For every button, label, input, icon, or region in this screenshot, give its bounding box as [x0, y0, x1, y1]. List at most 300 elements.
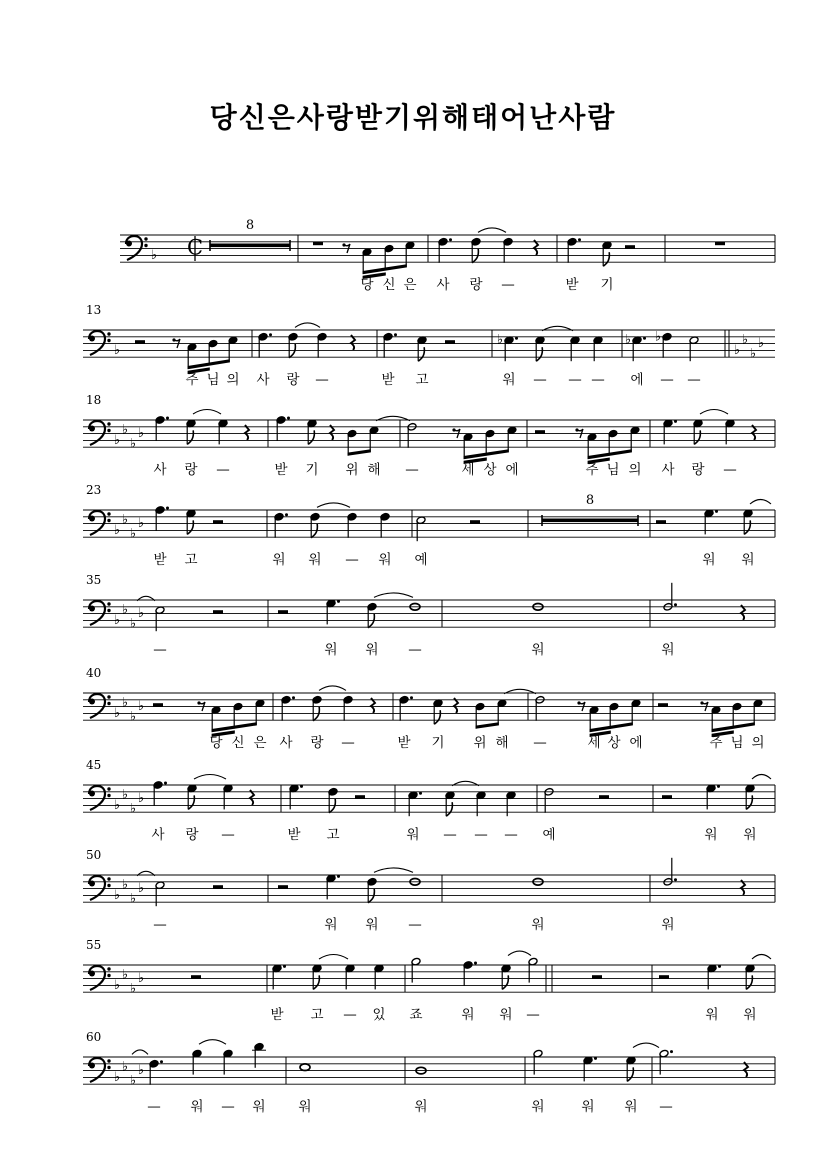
- lyric-syllable: —: [341, 735, 355, 751]
- lyric-syllable: —: [526, 1007, 540, 1023]
- lyric-syllable: 사: [661, 462, 675, 478]
- lyric-syllable: —: [501, 277, 515, 293]
- eighth-flag: [694, 430, 700, 444]
- lyric-syllable: 은: [253, 735, 267, 751]
- augmentation-dot: [674, 420, 677, 423]
- lyric-syllable: 받: [274, 462, 288, 478]
- lyric-syllable: 에: [629, 735, 643, 751]
- measure-number: 55: [86, 938, 102, 952]
- lyric-syllable: 워: [378, 552, 392, 568]
- lyric-syllable: 죠: [409, 1007, 423, 1023]
- key-signature-flat: ♭: [129, 1073, 137, 1089]
- tie: [319, 955, 348, 960]
- augmentation-dot: [300, 785, 303, 788]
- augmentation-dot: [287, 417, 290, 420]
- half-rest: [278, 610, 288, 613]
- bass-clef-icon: [89, 1058, 105, 1082]
- lyric-syllable: 당: [209, 735, 223, 751]
- staff-system-10: [0, 1027, 826, 1127]
- lyric-syllable: 기: [600, 277, 614, 293]
- tie: [194, 775, 226, 780]
- augmentation-dot: [594, 1057, 597, 1060]
- key-signature-flat: ♭: [121, 787, 129, 803]
- lyric-syllable: 예: [542, 827, 556, 843]
- lyric-syllable: 워: [461, 1007, 475, 1023]
- lyric-syllable: 받: [565, 277, 579, 293]
- bass-clef-icon: [107, 429, 110, 432]
- lyric-syllable: 워: [743, 1007, 757, 1023]
- bass-clef-icon: [89, 511, 105, 535]
- whole-note: [300, 1064, 310, 1071]
- multimeasure-rest: [542, 519, 638, 523]
- lyric-syllable: 에: [630, 372, 644, 388]
- lyric-syllable: 워: [531, 917, 545, 933]
- augmentation-dot: [715, 510, 718, 513]
- lyric-syllable: 세: [461, 462, 475, 478]
- lyric-syllable: 의: [751, 735, 765, 751]
- tie: [508, 951, 531, 956]
- augmentation-dot: [337, 875, 340, 878]
- key-signature-flat: ♭: [137, 791, 145, 807]
- accidental-flat: ♭: [496, 332, 504, 348]
- lyric-syllable: 랑: [310, 735, 324, 751]
- lyric-syllable: 워: [365, 642, 379, 658]
- key-signature-flat: ♭: [137, 426, 145, 442]
- key-signature-flat: ♭: [121, 877, 129, 893]
- augmentation-dot: [674, 878, 677, 881]
- lyric-syllable: 신: [382, 277, 396, 293]
- augmentation-dot: [283, 965, 286, 968]
- lyric-syllable: —: [660, 372, 674, 388]
- lyric-syllable: —: [221, 1099, 235, 1115]
- key-signature-flat: ♭: [137, 971, 145, 987]
- lyric-syllable: —: [153, 917, 167, 933]
- augmentation-dot: [717, 785, 720, 788]
- key-signature-flat: ♭: [129, 616, 137, 632]
- lyric-syllable: —: [504, 827, 518, 843]
- beam: [476, 722, 499, 729]
- lyric-syllable: 상: [607, 735, 621, 751]
- augmentation-dot: [160, 1060, 163, 1063]
- lyric-syllable: 랑: [286, 372, 300, 388]
- lyric-syllable: —: [687, 372, 701, 388]
- lyric-syllable: 위: [345, 462, 359, 478]
- lyric-syllable: 워: [743, 827, 757, 843]
- lyric-syllable: 상: [483, 462, 497, 478]
- key-signature-flat: ♭: [150, 247, 158, 263]
- bass-clef-icon: [89, 971, 95, 977]
- lyric-syllable: 주: [585, 462, 599, 478]
- bass-clef-icon: [107, 422, 110, 425]
- music-notation-svg: [0, 755, 826, 855]
- half-rest: [656, 520, 666, 523]
- lyric-syllable: —: [343, 1007, 357, 1023]
- key-signature-flat: ♭: [129, 709, 137, 725]
- lyric-syllable: —: [443, 827, 457, 843]
- bass-clef-icon: [107, 609, 110, 612]
- eighth-flag: [446, 802, 452, 816]
- eighth-flag: [536, 347, 542, 361]
- lyric-syllable: 받: [381, 372, 395, 388]
- augmentation-dot: [670, 1050, 673, 1053]
- lyric-syllable: 워: [705, 1007, 719, 1023]
- key-signature-flat: ♭: [137, 881, 145, 897]
- lyric-syllable: 워: [324, 642, 338, 658]
- bass-clef-icon: [107, 1059, 110, 1062]
- measure-number: 18: [86, 393, 102, 407]
- key-signature-flat: ♭: [137, 699, 145, 715]
- lyric-syllable: —: [315, 372, 329, 388]
- lyric-syllable: —: [659, 1099, 673, 1115]
- half-rest: [535, 430, 545, 433]
- lyric-syllable: 워: [190, 1099, 204, 1115]
- half-rest: [662, 795, 672, 798]
- lyric-syllable: 사: [279, 735, 293, 751]
- lyric-syllable: 세: [587, 735, 601, 751]
- lyric-syllable: 워: [252, 1099, 266, 1115]
- lyric-syllable: 사: [436, 277, 450, 293]
- lyric-syllable: —: [345, 552, 359, 568]
- eighth-flag: [746, 795, 752, 809]
- staff-system-7: [0, 755, 826, 855]
- lyric-syllable: 랑: [185, 827, 199, 843]
- lyric-syllable: 해: [495, 735, 509, 751]
- half-rest: [599, 795, 609, 798]
- lyric-syllable: 워: [581, 1099, 595, 1115]
- bass-clef-icon: [107, 877, 110, 880]
- lyric-syllable: 워: [531, 1099, 545, 1115]
- tie: [700, 410, 728, 415]
- measure-number: 50: [86, 848, 102, 862]
- key-signature-flat: ♭: [113, 522, 121, 538]
- half-rest: [445, 340, 455, 343]
- lyric-syllable: 고: [184, 552, 198, 568]
- augmentation-dot: [515, 337, 518, 340]
- cut-time-signature: C: [186, 235, 204, 260]
- bass-clef-icon: [144, 237, 147, 240]
- measure-number: 60: [86, 1030, 102, 1044]
- lyric-syllable: 워: [704, 827, 718, 843]
- key-signature-flat: ♭: [113, 1069, 121, 1085]
- bass-clef-icon: [89, 881, 95, 887]
- lyric-syllable: 에: [505, 462, 519, 478]
- bass-clef-icon: [89, 606, 95, 612]
- eighth-flag: [627, 1067, 633, 1081]
- bass-clef-icon: [89, 601, 105, 625]
- bass-clef-icon: [89, 336, 95, 342]
- lyric-syllable: 주: [709, 735, 723, 751]
- bass-clef-icon: [107, 339, 110, 342]
- bass-clef-icon: [89, 1063, 95, 1069]
- bass-clef-icon: [144, 244, 147, 247]
- lyric-syllable: —: [533, 372, 547, 388]
- key-signature-flat: ♭: [121, 602, 129, 618]
- multimeasure-rest-count: 8: [585, 493, 595, 508]
- eighth-flag: [746, 975, 752, 989]
- eighth-flag: [313, 975, 319, 989]
- eighth-flag: [502, 975, 508, 989]
- key-signature-flat: ♭: [129, 891, 137, 907]
- key-signature-flat: ♭: [749, 346, 757, 362]
- key-signature-flat: ♭: [129, 436, 137, 452]
- measure-number: 13: [86, 303, 102, 317]
- lyric-syllable: 워: [502, 372, 516, 388]
- music-notation-svg: [0, 845, 826, 945]
- beam: [348, 449, 371, 456]
- lyric-syllable: 받: [153, 552, 167, 568]
- music-notation-svg: [0, 570, 826, 670]
- lyric-syllable: —: [221, 827, 235, 843]
- music-notation-svg: [0, 663, 826, 763]
- staff-system-3: [0, 390, 826, 490]
- lyric-syllable: —: [568, 372, 582, 388]
- lyric-syllable: —: [408, 642, 422, 658]
- lyric-syllable: —: [474, 827, 488, 843]
- tie: [295, 323, 320, 328]
- key-signature-flat: ♭: [121, 967, 129, 983]
- music-notation-svg: [0, 390, 826, 490]
- bass-clef-icon: [126, 241, 132, 247]
- augmentation-dot: [449, 238, 452, 241]
- bass-clef-icon: [89, 876, 105, 900]
- tie: [752, 775, 771, 780]
- accidental-flat: ♭: [654, 329, 662, 345]
- bass-clef-icon: [89, 331, 105, 355]
- lyric-syllable: 워: [365, 917, 379, 933]
- augmentation-dot: [166, 417, 169, 420]
- half-rest: [355, 795, 365, 798]
- eighth-flag: [187, 520, 193, 534]
- key-signature-flat: ♭: [113, 705, 121, 721]
- half-rest: [659, 975, 669, 978]
- bass-clef-icon: [107, 967, 110, 970]
- measure-number: 35: [86, 573, 102, 587]
- half-rest: [213, 520, 223, 523]
- lyric-syllable: 워: [661, 917, 675, 933]
- key-signature-flat: ♭: [113, 432, 121, 448]
- lyric-syllable: 있: [372, 1007, 386, 1023]
- lyric-syllable: 의: [226, 372, 240, 388]
- key-signature-flat: ♭: [121, 512, 129, 528]
- lyric-syllable: 님: [206, 372, 220, 388]
- bass-clef-icon: [89, 426, 95, 432]
- staff-system-9: [0, 935, 826, 1035]
- bass-clef-icon: [89, 421, 105, 445]
- lyric-syllable: 님: [730, 735, 744, 751]
- augmentation-dot: [643, 337, 646, 340]
- bass-clef-icon: [89, 699, 95, 705]
- lyric-syllable: 당: [360, 277, 374, 293]
- lyric-syllable: 고: [326, 827, 340, 843]
- half-rest: [625, 245, 635, 248]
- measure-number: 40: [86, 666, 102, 680]
- bass-clef-icon: [89, 791, 95, 797]
- multimeasure-rest: [210, 244, 290, 248]
- bass-clef-icon: [107, 702, 110, 705]
- bass-clef-icon: [89, 694, 105, 718]
- lyric-syllable: —: [405, 462, 419, 478]
- key-signature-flat: ♭: [121, 422, 129, 438]
- lyric-syllable: 위: [473, 735, 487, 751]
- eighth-flag: [418, 347, 424, 361]
- tie: [193, 410, 221, 415]
- lyric-syllable: 워: [414, 1099, 428, 1115]
- half-rest: [470, 520, 480, 523]
- lyric-syllable: —: [533, 735, 547, 751]
- lyric-syllable: 받: [270, 1007, 284, 1023]
- lyric-syllable: —: [408, 917, 422, 933]
- tie: [132, 1050, 148, 1055]
- tie: [478, 228, 506, 233]
- staff-system-6: [0, 663, 826, 763]
- bass-clef-icon: [89, 516, 95, 522]
- lyric-syllable: 의: [628, 462, 642, 478]
- page-title: 당신은사랑받기위해태어난사람: [209, 101, 617, 134]
- half-rest: [278, 885, 288, 888]
- lyric-syllable: 랑: [469, 277, 483, 293]
- augmentation-dot: [394, 333, 397, 336]
- bass-clef-icon: [126, 236, 142, 260]
- lyric-syllable: 받: [397, 735, 411, 751]
- lyric-syllable: 워: [308, 552, 322, 568]
- multimeasure-rest-count: 8: [245, 218, 255, 233]
- lyric-syllable: —: [147, 1099, 161, 1115]
- bass-clef-icon: [107, 602, 110, 605]
- lyric-syllable: 신: [231, 735, 245, 751]
- augmentation-dot: [718, 965, 721, 968]
- lyric-syllable: 기: [305, 462, 319, 478]
- tie: [374, 868, 413, 873]
- key-signature-flat: ♭: [121, 695, 129, 711]
- half-rest: [658, 703, 668, 706]
- staff-system-1: [0, 205, 826, 305]
- augmentation-dot: [410, 696, 413, 699]
- lyric-syllable: 해: [367, 462, 381, 478]
- half-rest: [213, 610, 223, 613]
- key-signature-flat: ♭: [113, 612, 121, 628]
- tie: [319, 686, 346, 691]
- augmentation-dot: [419, 792, 422, 795]
- eighth-flag: [308, 430, 314, 444]
- lyric-syllable: —: [723, 462, 737, 478]
- key-signature-flat: ♭: [733, 342, 741, 358]
- bass-clef-icon: [107, 695, 110, 698]
- lyric-syllable: 사: [153, 462, 167, 478]
- eighth-flag: [434, 710, 440, 724]
- bass-clef-icon: [107, 884, 110, 887]
- key-signature-flat: ♭: [129, 981, 137, 997]
- music-notation-svg: [0, 935, 826, 1035]
- lyric-syllable: 고: [415, 372, 429, 388]
- half-rest: [592, 975, 602, 978]
- beam: [590, 722, 633, 732]
- lyric-syllable: 주: [185, 372, 199, 388]
- lyric-syllable: 워: [272, 552, 286, 568]
- lyric-syllable: —: [591, 372, 605, 388]
- lyric-syllable: 받: [287, 827, 301, 843]
- lyric-syllable: 고: [310, 1007, 324, 1023]
- eighth-flag: [603, 252, 609, 266]
- bass-clef-icon: [89, 786, 105, 810]
- lyric-syllable: 워: [702, 552, 716, 568]
- half-rest: [213, 885, 223, 888]
- key-signature-flat: ♭: [113, 797, 121, 813]
- bass-clef-icon: [107, 974, 110, 977]
- lyric-syllable: 기: [431, 735, 445, 751]
- augmentation-dot: [164, 782, 167, 785]
- bass-clef-icon: [107, 1066, 110, 1069]
- augmentation-dot: [578, 238, 581, 241]
- augmentation-dot: [166, 507, 169, 510]
- staff-system-4: [0, 480, 826, 580]
- lyric-syllable: 워: [406, 827, 420, 843]
- tie: [633, 1043, 659, 1048]
- augmentation-dot: [285, 513, 288, 516]
- tie: [317, 503, 350, 508]
- key-signature-flat: ♭: [137, 516, 145, 532]
- lyric-syllable: 은: [403, 277, 417, 293]
- music-notation-svg: [0, 1027, 826, 1127]
- music-notation-svg: [0, 480, 826, 580]
- measure-number: 23: [86, 483, 102, 497]
- bass-clef-icon: [107, 512, 110, 515]
- lyric-syllable: 님: [606, 462, 620, 478]
- lyric-syllable: 랑: [184, 462, 198, 478]
- lyric-syllable: 워: [624, 1099, 638, 1115]
- key-signature-flat: ♭: [129, 801, 137, 817]
- half-rest: [135, 340, 145, 343]
- key-signature-flat: ♭: [757, 336, 765, 352]
- accidental-flat: ♭: [624, 332, 632, 348]
- key-signature-flat: ♭: [741, 332, 749, 348]
- key-signature-flat: ♭: [137, 606, 145, 622]
- lyric-syllable: 워: [661, 642, 675, 658]
- lyric-syllable: 사: [151, 827, 165, 843]
- key-signature-flat: ♭: [113, 887, 121, 903]
- staff-system-8: [0, 845, 826, 945]
- key-signature-flat: ♭: [113, 977, 121, 993]
- lyric-syllable: 워: [298, 1099, 312, 1115]
- tie: [750, 500, 771, 505]
- bass-clef-icon: [107, 794, 110, 797]
- key-signature-flat: ♭: [113, 342, 121, 358]
- lyric-syllable: 워: [324, 917, 338, 933]
- augmentation-dot: [269, 333, 272, 336]
- eighth-flag: [188, 795, 194, 809]
- tie: [199, 1040, 226, 1045]
- lyric-syllable: 랑: [691, 462, 705, 478]
- lyric-syllable: 예: [414, 552, 428, 568]
- augmentation-dot: [474, 962, 477, 965]
- key-signature-flat: ♭: [129, 526, 137, 542]
- key-signature-flat: ♭: [121, 1059, 129, 1075]
- staff-system-5: [0, 570, 826, 670]
- lyric-syllable: 워: [741, 552, 755, 568]
- half-rest: [153, 703, 163, 706]
- half-rest: [191, 975, 201, 978]
- tie: [752, 955, 771, 960]
- bass-clef-icon: [107, 787, 110, 790]
- lyric-syllable: 워: [531, 642, 545, 658]
- whole-rest: [715, 242, 725, 245]
- eighth-flag: [744, 520, 750, 534]
- measure-number: 45: [86, 758, 102, 772]
- lyric-syllable: —: [216, 462, 230, 478]
- augmentation-dot: [674, 603, 677, 606]
- lyric-syllable: 워: [499, 1007, 513, 1023]
- staff-system-2: [0, 300, 826, 400]
- lyric-syllable: 사: [256, 372, 270, 388]
